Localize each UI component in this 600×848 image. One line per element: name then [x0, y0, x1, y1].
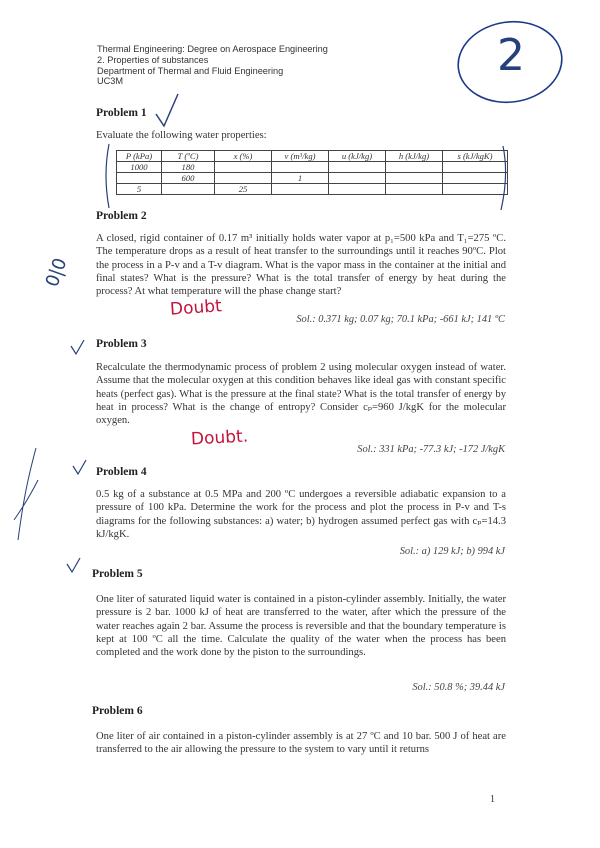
- check-mark-icon: [70, 458, 90, 478]
- table-cell: 25: [215, 184, 272, 195]
- handwritten-side-mark: 0|0: [41, 255, 72, 290]
- handwritten-doubt-note: Doubt.: [190, 426, 249, 450]
- check-mark-icon: [152, 92, 182, 132]
- problem-4-solution: Sol.: a) 129 kJ; b) 994 kJ: [399, 546, 505, 557]
- table-cell: 1: [272, 173, 329, 184]
- table-header-cell: v (m³/kg): [272, 151, 329, 162]
- table-header-cell: u (kJ/kg): [329, 151, 386, 162]
- table-header-cell: P (kPa): [117, 151, 162, 162]
- problem-1-title: Problem 1: [96, 107, 147, 119]
- problem-2-solution: Sol.: 0.371 kg; 0.07 kg; 70.1 kPa; -661 kJ; 141 ºC: [296, 314, 505, 325]
- handwritten-doubt-note: Doubt: [169, 296, 223, 320]
- check-mark-icon: [68, 338, 88, 358]
- header-course: Thermal Engineering: Degree on Aerospace Engineering: [97, 44, 328, 54]
- problem-3-solution: Sol.: 331 kPa; -77.3 kJ; -172 J/kgK: [357, 444, 505, 455]
- problem-2-text: A closed, rigid container of 0.17 m³ initially holds water vapor at p₁=500 kPa and T₁=275 ºC. The temperature drops as a result of heat transfer to the surroundings until it reaches 90ºC. Plot the process in a P-v and a T-v diagram. What is the vapor mass in the container at the initial and final states? What is the pressure? What is the total transfer of energy by heat during the process? At what temperature will the phase change start?: [96, 233, 506, 298]
- table-cell: 600: [162, 173, 215, 184]
- check-mark-icon: [64, 556, 84, 576]
- page-number: 1: [490, 794, 495, 805]
- problem-5-title: Problem 5: [92, 568, 143, 580]
- header-topic: 2. Properties of substances: [97, 54, 209, 65]
- problem-4-title: Problem 4: [96, 466, 147, 478]
- table-header-cell: h (kJ/kg): [386, 151, 443, 162]
- problem-1-text: Evaluate the following water properties:: [96, 130, 267, 141]
- problem-5-solution: Sol.: 50.8 %; 39.44 kJ: [412, 682, 505, 693]
- table-cell: 180: [162, 162, 215, 173]
- course-header: [97, 44, 328, 87]
- problem-2-title: Problem 2: [96, 210, 147, 222]
- table-bracket-marks: [95, 140, 515, 215]
- problem-3-text: Recalculate the thermodynamic process of problem 2 using molecular oxygen instead of water. Assume that the molecular oxygen at this condition behaves like ideal gas with constant specific heats (perfect gas). What is the pressure at the final state? What is the total transfer of energy by heat in process? What is the change of entropy? Consider cₚ=960 J/kgK for the molecular oxygen.: [96, 362, 506, 427]
- table-cell: 1000: [117, 162, 162, 173]
- header-university: UC3M: [97, 76, 124, 87]
- problem-6-text: One liter of air contained in a piston-cylinder assembly is at 27 ºC and 10 bar. 500 J of heat are transferred to the air allowing the pressure to the system to vary until it returns: [96, 731, 506, 756]
- table-header-cell: T (ºC): [162, 151, 215, 162]
- problem-4-text: 0.5 kg of a substance at 0.5 MPa and 200 ºC undergoes a reversible adiabatic expansion to a pressure of 100 kPa. Determine the work for the process and plot the process in P-v and T-s diagrams for the following substances: a) water; b) hydrogen assumed perfect gas with cₚ=14.3 kJ/kgK.: [96, 489, 506, 540]
- table-header-cell: s (kJ/kgK): [443, 151, 508, 162]
- table-header-cell: x (%): [215, 151, 272, 162]
- table-cell: 5: [117, 184, 162, 195]
- circled-number-text: 2: [497, 30, 525, 81]
- problem-6-title: Problem 6: [92, 705, 143, 717]
- margin-scribble: [8, 440, 48, 550]
- problem-3-title: Problem 3: [96, 338, 147, 350]
- problem-5-text: One liter of saturated liquid water is contained in a piston-cylinder assembly. Initially, the water pressure is 2 bar. 1000 kJ of heat are transferred to the water, after which the pressure of the water reaches again 2 bar. Assume the process is reversible and that the boundary temperature is kept at 100 ºC all the time. Calculate the quality of the water when the process has been completed and the work done by the piston to the surroundings.: [96, 594, 506, 659]
- header-department: Department of Thermal and Fluid Engineering: [97, 65, 284, 76]
